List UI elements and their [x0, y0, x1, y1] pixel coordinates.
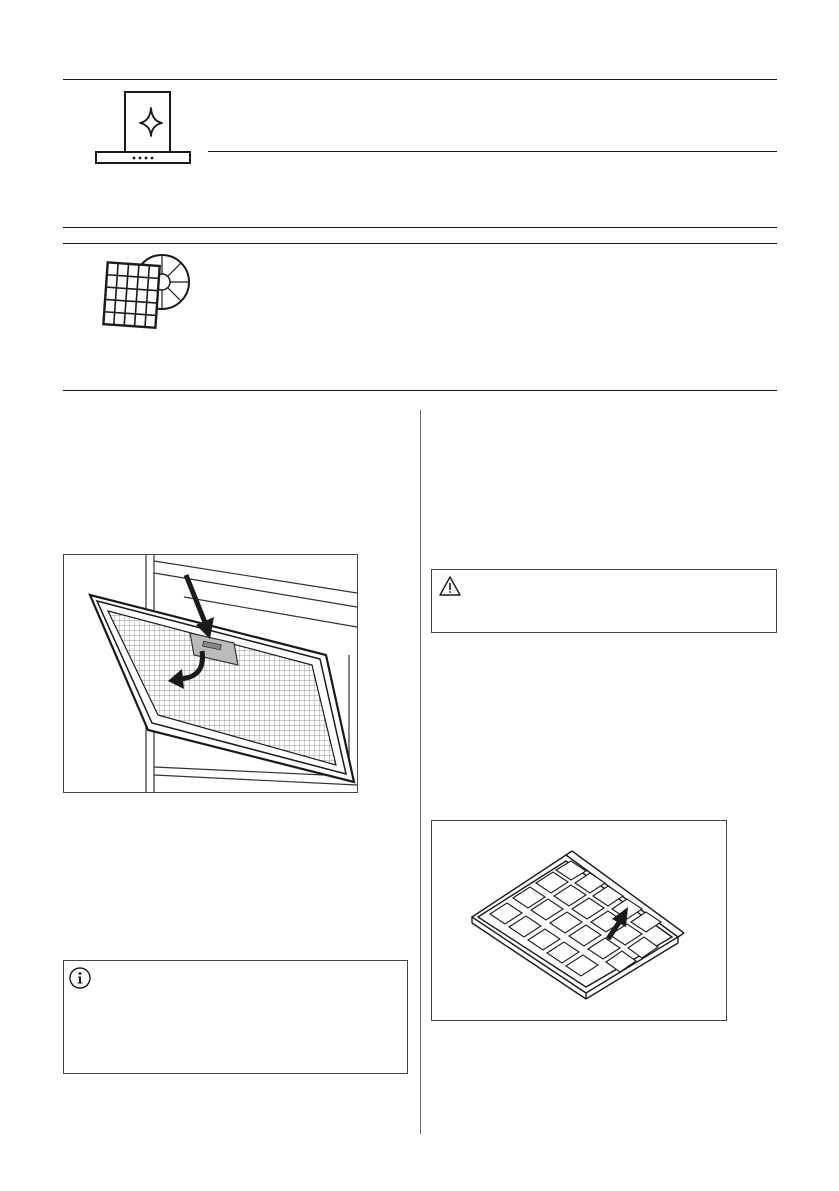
carbon-filter-removal-figure	[431, 820, 727, 1021]
top-divider	[63, 79, 777, 80]
info-box	[63, 960, 408, 1074]
column-separator	[420, 410, 421, 1134]
grease-filter-removal-figure	[63, 554, 358, 793]
clean-hood-icon	[94, 90, 204, 166]
columns-top-divider	[63, 390, 777, 391]
warning-box	[431, 569, 777, 633]
section-divider-lower	[63, 243, 777, 244]
grease-filter-icon	[100, 252, 192, 332]
hood-section-underline	[208, 151, 777, 152]
info-icon	[69, 967, 91, 989]
section-divider-upper	[63, 227, 777, 228]
warning-triangle-icon	[438, 575, 462, 597]
